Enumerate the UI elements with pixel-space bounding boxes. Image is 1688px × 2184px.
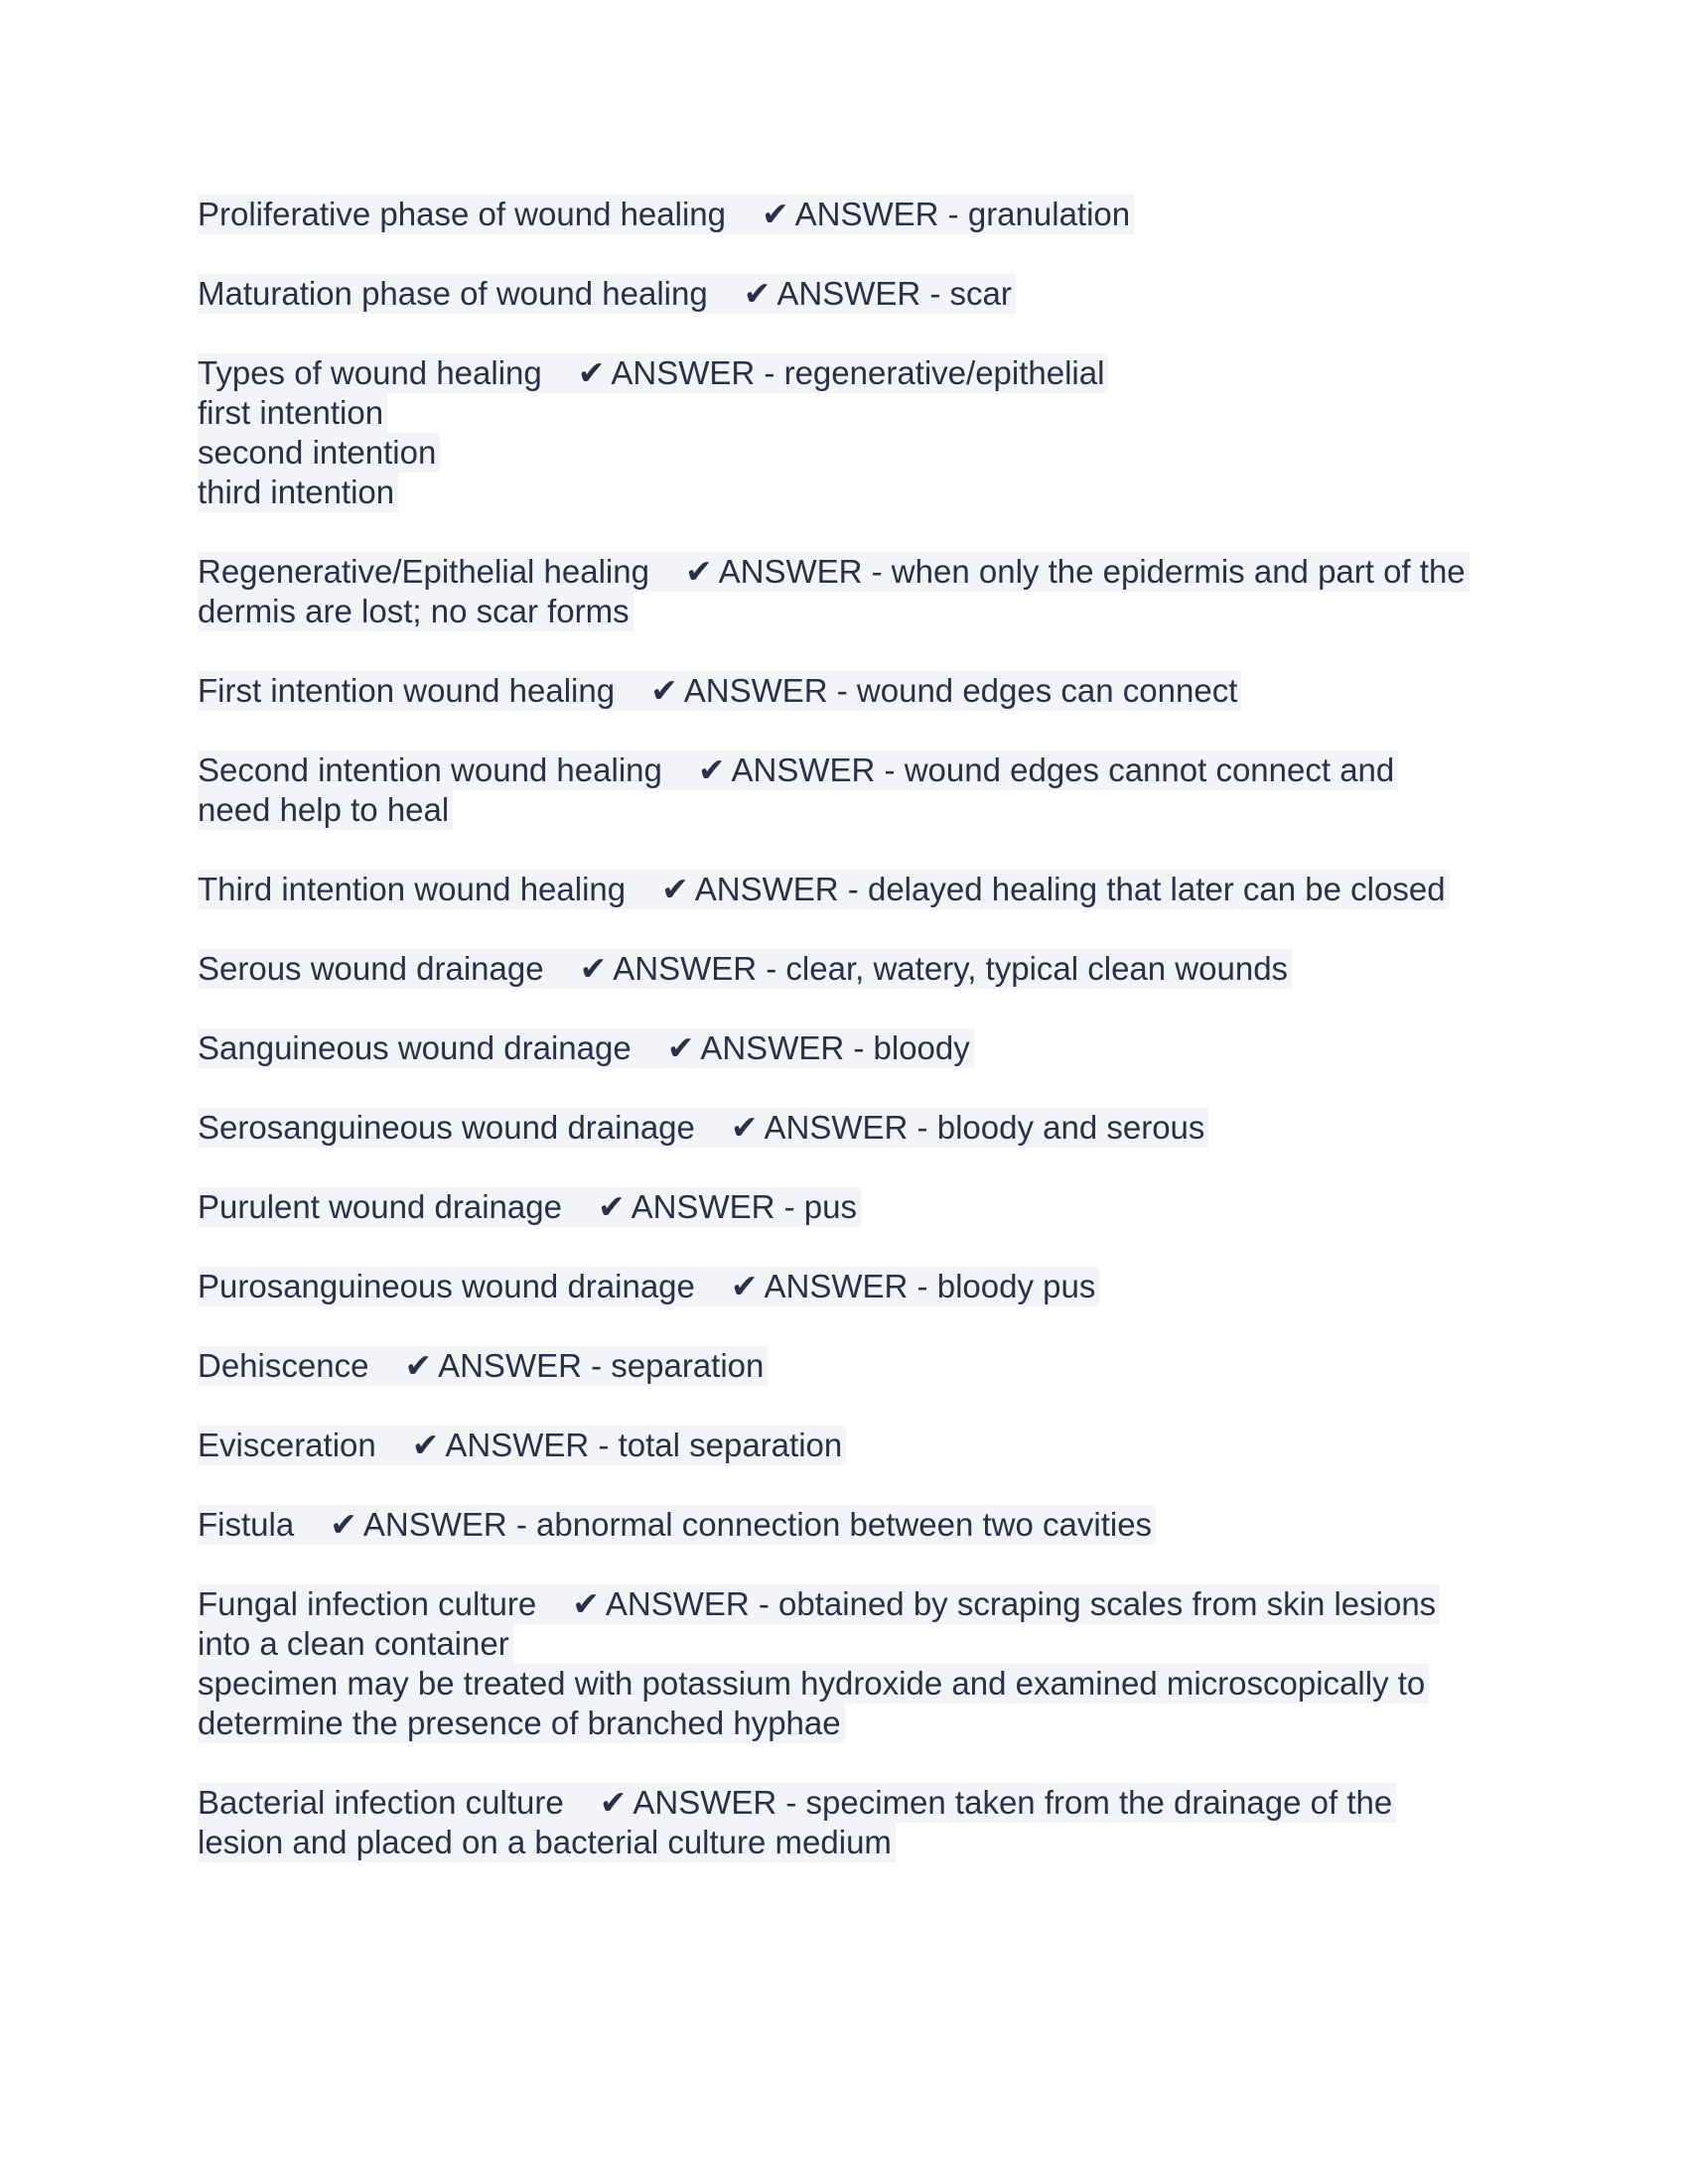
answer-text: ANSWER - abnormal connection between two cavities (362, 1506, 1153, 1543)
qa-entry-first-line (198, 195, 1508, 234)
qa-entry (198, 1267, 1508, 1306)
highlighted-text (198, 353, 1108, 393)
term-text: Evisceration (198, 1427, 376, 1463)
qa-entry-first-line (198, 1783, 1508, 1823)
term-text: Dehiscence (198, 1347, 369, 1384)
term-text: Serous wound drainage (198, 950, 544, 987)
answer-text: ANSWER - granulation (794, 196, 1131, 232)
qa-entry (198, 1187, 1508, 1227)
highlighted-text (198, 1505, 1156, 1545)
checkmark-icon: ✔ (684, 553, 713, 590)
highlighted-text (198, 1783, 1396, 1823)
qa-entry-first-line (198, 1346, 1508, 1386)
answer-text: ANSWER - clear, watery, typical clean wounds (613, 950, 1289, 987)
qa-entry (198, 870, 1508, 909)
continuation-line (198, 1664, 1508, 1704)
answer-text: ANSWER - bloody pus (764, 1268, 1096, 1304)
qa-entry-first-line (198, 949, 1508, 989)
highlighted-text (198, 751, 1398, 790)
highlighted-text (198, 1584, 1440, 1624)
qa-entry-first-line (198, 1505, 1508, 1545)
highlighted-text (198, 1187, 861, 1227)
term-text: Types of wound healing (198, 354, 542, 391)
highlighted-text (198, 195, 1134, 234)
qa-entry-first-line (198, 274, 1508, 314)
term-text: Regenerative/Epithelial healing (198, 553, 649, 590)
qa-entry (198, 1505, 1508, 1545)
checkmark-icon: ✔ (411, 1427, 440, 1463)
answer-text: ANSWER - bloody and serous (764, 1109, 1205, 1146)
term-text: Maturation phase of wound healing (198, 275, 708, 312)
qa-entry-first-line (198, 870, 1508, 909)
continuation-line (198, 473, 1508, 512)
term-text: First intention wound healing (198, 672, 616, 709)
qa-entry-first-line (198, 1584, 1508, 1624)
qa-entry-first-line (198, 353, 1508, 393)
continuation-line (198, 1704, 1508, 1743)
term-text: Fungal infection culture (198, 1585, 537, 1622)
continuation-text: lesion and placed on a bacterial culture medium (198, 1823, 896, 1862)
continuation-text: into a clean container (198, 1624, 513, 1664)
answer-text: ANSWER - scar (776, 275, 1012, 312)
answer-text: ANSWER - wound edges can connect (683, 672, 1238, 709)
continuation-text: second intention (198, 433, 440, 473)
continuation-line (198, 1624, 1508, 1664)
checkmark-icon: ✔ (697, 751, 726, 788)
qa-entry (198, 1108, 1508, 1148)
answer-text: ANSWER - separation (438, 1347, 765, 1384)
qa-entry-first-line (198, 751, 1508, 790)
answer-text: ANSWER - obtained by scraping scales from skin lesions (605, 1585, 1437, 1622)
qa-entry (198, 751, 1508, 830)
highlighted-text (198, 1426, 846, 1465)
checkmark-icon: ✔ (330, 1506, 357, 1543)
qa-entry (198, 195, 1508, 234)
checkmark-icon: ✔ (599, 1784, 628, 1821)
term-text: Second intention wound healing (198, 751, 662, 788)
continuation-line (198, 393, 1508, 433)
checkmark-icon: ✔ (404, 1347, 433, 1384)
qa-entry (198, 1346, 1508, 1386)
continuation-line (198, 1823, 1508, 1862)
answer-text: ANSWER - wound edges cannot connect and (731, 751, 1395, 788)
qa-entry-first-line (198, 552, 1508, 592)
term-text: Purulent wound drainage (198, 1188, 562, 1225)
checkmark-icon: ✔ (579, 950, 608, 987)
continuation-text: specimen may be treated with potassium hydroxide and examined microscopically to (198, 1664, 1429, 1704)
checkmark-icon: ✔ (661, 871, 689, 907)
qa-entry (198, 1584, 1508, 1743)
term-text: Purosanguineous wound drainage (198, 1268, 695, 1304)
continuation-text: first intention (198, 393, 387, 433)
qa-entry (198, 1426, 1508, 1465)
answer-text: ANSWER - pus (631, 1188, 857, 1225)
continuation-line (198, 790, 1508, 830)
checkmark-icon: ✔ (730, 1109, 759, 1146)
checkmark-icon: ✔ (762, 196, 789, 232)
term-text: Third intention wound healing (198, 871, 627, 907)
checkmark-icon: ✔ (572, 1585, 600, 1622)
highlighted-text (198, 1267, 1099, 1306)
qa-entry-first-line (198, 671, 1508, 711)
checkmark-icon: ✔ (577, 354, 606, 391)
answer-text: ANSWER - regenerative/epithelial (611, 354, 1105, 391)
qa-entry-first-line (198, 1108, 1508, 1148)
answer-text: ANSWER - when only the epidermis and part of the (718, 553, 1466, 590)
qa-entry (198, 552, 1508, 631)
qa-entry (198, 1783, 1508, 1862)
qa-entry (198, 949, 1508, 989)
highlighted-text (198, 1028, 974, 1068)
qa-list (198, 195, 1508, 1902)
highlighted-text (198, 1108, 1208, 1148)
answer-text: ANSWER - delayed healing that later can be closed (694, 871, 1446, 907)
qa-entry-first-line (198, 1267, 1508, 1306)
qa-entry-first-line (198, 1426, 1508, 1465)
qa-entry-first-line (198, 1028, 1508, 1068)
highlighted-text (198, 671, 1241, 711)
highlighted-text (198, 1346, 768, 1386)
continuation-text: dermis are lost; no scar forms (198, 592, 633, 631)
continuation-line (198, 433, 1508, 473)
checkmark-icon: ✔ (743, 275, 772, 312)
checkmark-icon: ✔ (597, 1188, 626, 1225)
answer-text: ANSWER - bloody (700, 1029, 970, 1066)
continuation-line (198, 592, 1508, 631)
term-text: Sanguineous wound drainage (198, 1029, 632, 1066)
term-text: Proliferative phase of wound healing (198, 196, 727, 232)
continuation-text: determine the presence of branched hyphae (198, 1704, 845, 1743)
qa-entry (198, 274, 1508, 314)
qa-entry-first-line (198, 1187, 1508, 1227)
term-text: Bacterial infection culture (198, 1784, 564, 1821)
highlighted-text (198, 274, 1016, 314)
qa-entry (198, 1028, 1508, 1068)
highlighted-text (198, 949, 1292, 989)
qa-entry (198, 671, 1508, 711)
checkmark-icon: ✔ (666, 1029, 695, 1066)
term-text: Fistula (198, 1506, 295, 1543)
checkmark-icon: ✔ (650, 672, 678, 709)
highlighted-text (198, 552, 1470, 592)
term-text: Serosanguineous wound drainage (198, 1109, 695, 1146)
highlighted-text (198, 870, 1450, 909)
checkmark-icon: ✔ (730, 1268, 759, 1304)
continuation-text: need help to heal (198, 790, 453, 830)
continuation-text: third intention (198, 473, 398, 512)
answer-text: ANSWER - specimen taken from the drainage of the (633, 1784, 1393, 1821)
answer-text: ANSWER - total separation (445, 1427, 843, 1463)
qa-entry (198, 353, 1508, 512)
